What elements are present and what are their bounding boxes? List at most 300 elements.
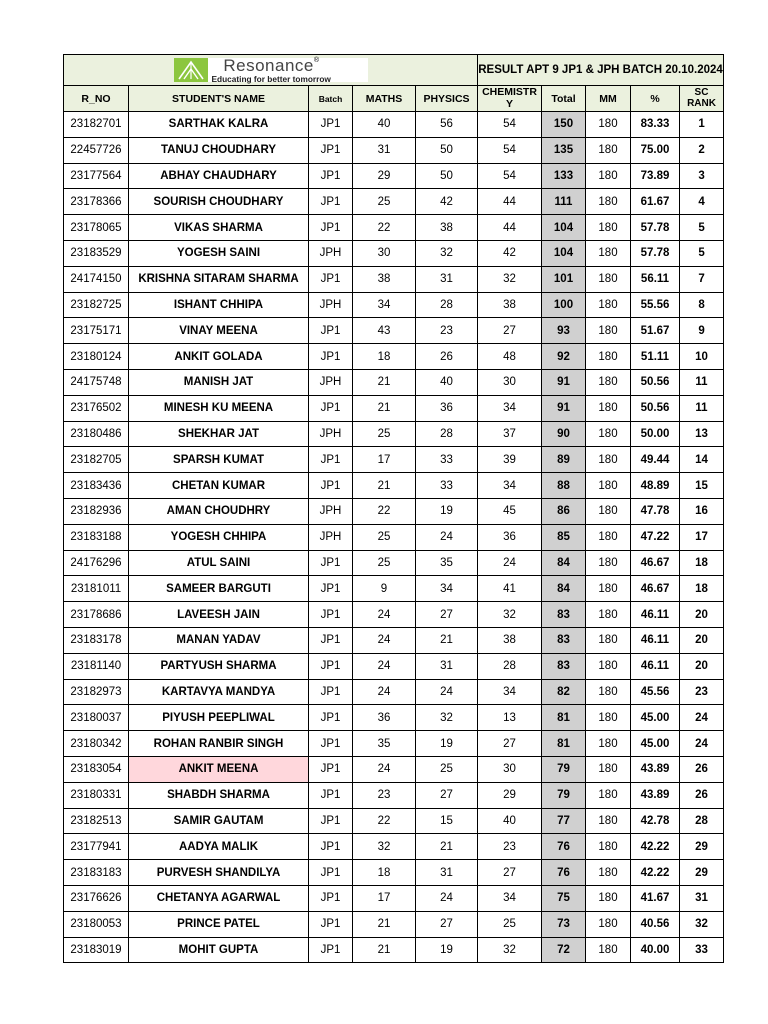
cell-pct: 47.22 [631,524,680,550]
cell-rno: 23176502 [64,395,129,421]
cell-rank: 29 [680,860,724,886]
cell-rno: 23182513 [64,808,129,834]
cell-maths: 31 [353,137,416,163]
table-row [64,550,724,576]
cell-maths: 9 [353,576,416,602]
cell-maths: 21 [353,369,416,395]
cell-batch: JP1 [309,782,353,808]
cell-student-name: MANAN YADAV [129,627,309,653]
cell-chemistry: 34 [478,473,542,499]
cell-chemistry: 48 [478,344,542,370]
cell-batch: JPH [309,369,353,395]
cell-rank: 24 [680,731,724,757]
cell-rank: 9 [680,318,724,344]
cell-student-name: KARTAVYA MANDYA [129,679,309,705]
cell-mm: 180 [586,369,631,395]
cell-rno: 23183019 [64,937,129,963]
cell-total: 73 [542,911,586,937]
cell-physics: 19 [416,498,478,524]
cell-pct: 50.56 [631,369,680,395]
cell-total: 86 [542,498,586,524]
cell-pct: 47.78 [631,498,680,524]
cell-chemistry: 13 [478,705,542,731]
cell-rno: 23175171 [64,318,129,344]
cell-batch: JP1 [309,602,353,628]
cell-student-name: SHABDH SHARMA [129,782,309,808]
cell-mm: 180 [586,756,631,782]
cell-total: 104 [542,215,586,241]
table-row [64,395,724,421]
cell-pct: 50.56 [631,395,680,421]
cell-rno: 23177941 [64,834,129,860]
cell-pct: 43.89 [631,756,680,782]
cell-rno: 24176296 [64,550,129,576]
cell-rank: 20 [680,602,724,628]
table-row [64,679,724,705]
cell-rno: 22457726 [64,137,129,163]
cell-physics: 32 [416,240,478,266]
cell-maths: 25 [353,550,416,576]
cell-physics: 35 [416,550,478,576]
table-row [64,782,724,808]
cell-mm: 180 [586,731,631,757]
cell-pct: 83.33 [631,112,680,138]
cell-maths: 22 [353,498,416,524]
cell-batch: JP1 [309,576,353,602]
cell-total: 93 [542,318,586,344]
cell-rno: 23180124 [64,344,129,370]
cell-batch: JP1 [309,860,353,886]
cell-maths: 40 [353,112,416,138]
cell-chemistry: 36 [478,524,542,550]
cell-total: 81 [542,731,586,757]
cell-physics: 31 [416,860,478,886]
col-header-maths: MATHS [353,86,416,112]
table-row [64,240,724,266]
cell-student-name: MINESH KU MEENA [129,395,309,421]
cell-mm: 180 [586,215,631,241]
cell-chemistry: 45 [478,498,542,524]
cell-pct: 42.22 [631,834,680,860]
cell-student-name: SOURISH CHOUDHARY [129,189,309,215]
cell-rank: 8 [680,292,724,318]
cell-chemistry: 38 [478,292,542,318]
cell-student-name: ANKIT MEENA [129,756,309,782]
result-table [63,54,724,963]
cell-total: 135 [542,137,586,163]
cell-rank: 32 [680,911,724,937]
cell-rno: 23182936 [64,498,129,524]
cell-maths: 24 [353,627,416,653]
cell-chemistry: 24 [478,550,542,576]
cell-maths: 29 [353,163,416,189]
cell-chemistry: 38 [478,627,542,653]
cell-batch: JP1 [309,318,353,344]
cell-physics: 23 [416,318,478,344]
logo-cell [64,55,478,86]
cell-physics: 21 [416,627,478,653]
table-row [64,756,724,782]
table-row [64,911,724,937]
cell-total: 82 [542,679,586,705]
cell-maths: 21 [353,473,416,499]
cell-rno: 23183054 [64,756,129,782]
cell-mm: 180 [586,705,631,731]
cell-rno: 23181140 [64,653,129,679]
cell-maths: 34 [353,292,416,318]
table-row [64,473,724,499]
table-row [64,576,724,602]
col-header-batch: Batch [309,86,353,112]
cell-rank: 24 [680,705,724,731]
cell-total: 72 [542,937,586,963]
cell-physics: 19 [416,937,478,963]
cell-rank: 33 [680,937,724,963]
cell-rno: 23183183 [64,860,129,886]
cell-rno: 23182701 [64,112,129,138]
cell-mm: 180 [586,266,631,292]
cell-rno: 23182725 [64,292,129,318]
cell-batch: JP1 [309,627,353,653]
cell-total: 84 [542,576,586,602]
cell-physics: 24 [416,679,478,705]
col-header-physics: PHYSICS [416,86,478,112]
cell-student-name: ATUL SAINI [129,550,309,576]
cell-maths: 24 [353,756,416,782]
cell-physics: 50 [416,137,478,163]
cell-total: 84 [542,550,586,576]
cell-chemistry: 44 [478,215,542,241]
table-row [64,266,724,292]
cell-rank: 31 [680,885,724,911]
cell-student-name: ROHAN RANBIR SINGH [129,731,309,757]
cell-mm: 180 [586,163,631,189]
cell-rno: 24174150 [64,266,129,292]
cell-chemistry: 25 [478,911,542,937]
table-row [64,653,724,679]
cell-pct: 40.56 [631,911,680,937]
cell-total: 76 [542,860,586,886]
cell-physics: 42 [416,189,478,215]
col-header-total: Total [542,86,586,112]
cell-student-name: PARTYUSH SHARMA [129,653,309,679]
cell-pct: 45.00 [631,731,680,757]
table-row [64,421,724,447]
cell-rank: 15 [680,473,724,499]
cell-chemistry: 32 [478,266,542,292]
cell-batch: JP1 [309,137,353,163]
cell-rank: 26 [680,756,724,782]
cell-chemistry: 32 [478,937,542,963]
cell-mm: 180 [586,885,631,911]
cell-total: 79 [542,782,586,808]
cell-maths: 25 [353,189,416,215]
cell-maths: 30 [353,240,416,266]
cell-pct: 61.67 [631,189,680,215]
table-row [64,447,724,473]
cell-pct: 57.78 [631,215,680,241]
cell-rno: 23180331 [64,782,129,808]
cell-rno: 23176626 [64,885,129,911]
col-header-name: STUDENT'S NAME [129,86,309,112]
cell-rank: 4 [680,189,724,215]
cell-student-name: AADYA MALIK [129,834,309,860]
cell-batch: JP1 [309,834,353,860]
cell-pct: 41.67 [631,885,680,911]
cell-batch: JP1 [309,473,353,499]
cell-mm: 180 [586,524,631,550]
cell-batch: JP1 [309,550,353,576]
cell-batch: JP1 [309,395,353,421]
cell-total: 91 [542,395,586,421]
cell-mm: 180 [586,395,631,421]
cell-total: 88 [542,473,586,499]
cell-batch: JPH [309,240,353,266]
cell-batch: JP1 [309,679,353,705]
cell-physics: 31 [416,266,478,292]
cell-batch: JPH [309,524,353,550]
cell-maths: 25 [353,524,416,550]
cell-student-name: LAVEESH JAIN [129,602,309,628]
cell-physics: 27 [416,782,478,808]
cell-mm: 180 [586,421,631,447]
table-row [64,834,724,860]
cell-maths: 18 [353,344,416,370]
cell-batch: JPH [309,421,353,447]
cell-student-name: AMAN CHOUDHRY [129,498,309,524]
cell-rank: 28 [680,808,724,834]
col-header-rno: R_NO [64,86,129,112]
cell-total: 81 [542,705,586,731]
cell-mm: 180 [586,292,631,318]
table-row [64,112,724,138]
cell-chemistry: 54 [478,112,542,138]
cell-pct: 46.11 [631,653,680,679]
cell-rank: 23 [680,679,724,705]
cell-pct: 45.56 [631,679,680,705]
cell-student-name: KRISHNA SITARAM SHARMA [129,266,309,292]
cell-total: 77 [542,808,586,834]
cell-physics: 24 [416,524,478,550]
cell-rno: 23180342 [64,731,129,757]
table-row [64,705,724,731]
cell-maths: 21 [353,937,416,963]
cell-batch: JP1 [309,705,353,731]
cell-student-name: ISHANT CHHIPA [129,292,309,318]
cell-batch: JP1 [309,653,353,679]
cell-mm: 180 [586,679,631,705]
cell-pct: 46.67 [631,550,680,576]
cell-chemistry: 32 [478,602,542,628]
cell-batch: JP1 [309,756,353,782]
cell-rank: 16 [680,498,724,524]
col-header-chemistry: CHEMISTR Y [478,86,542,112]
cell-mm: 180 [586,860,631,886]
cell-pct: 73.89 [631,163,680,189]
cell-pct: 57.78 [631,240,680,266]
cell-total: 104 [542,240,586,266]
cell-pct: 46.67 [631,576,680,602]
cell-pct: 42.22 [631,860,680,886]
cell-rno: 23182705 [64,447,129,473]
cell-rank: 5 [680,240,724,266]
cell-batch: JP1 [309,163,353,189]
cell-mm: 180 [586,498,631,524]
cell-rank: 3 [680,163,724,189]
cell-maths: 17 [353,447,416,473]
cell-total: 83 [542,653,586,679]
cell-chemistry: 54 [478,137,542,163]
cell-pct: 46.11 [631,627,680,653]
cell-mm: 180 [586,937,631,963]
cell-batch: JP1 [309,731,353,757]
cell-rno: 23183178 [64,627,129,653]
cell-physics: 24 [416,885,478,911]
cell-total: 76 [542,834,586,860]
cell-rno: 23178366 [64,189,129,215]
table-row [64,937,724,963]
cell-rank: 18 [680,576,724,602]
cell-chemistry: 30 [478,369,542,395]
cell-rno: 23180486 [64,421,129,447]
table-row [64,808,724,834]
cell-mm: 180 [586,834,631,860]
cell-batch: JP1 [309,447,353,473]
cell-chemistry: 27 [478,731,542,757]
cell-maths: 23 [353,782,416,808]
cell-pct: 51.11 [631,344,680,370]
cell-total: 90 [542,421,586,447]
brand-name: Resonance [223,55,314,75]
cell-mm: 180 [586,602,631,628]
cell-physics: 36 [416,395,478,421]
table-row [64,602,724,628]
cell-maths: 36 [353,705,416,731]
cell-student-name: YOGESH SAINI [129,240,309,266]
cell-pct: 55.56 [631,292,680,318]
cell-batch: JP1 [309,885,353,911]
cell-mm: 180 [586,240,631,266]
cell-rank: 10 [680,344,724,370]
cell-mm: 180 [586,653,631,679]
cell-physics: 40 [416,369,478,395]
cell-mm: 180 [586,112,631,138]
cell-total: 150 [542,112,586,138]
cell-total: 133 [542,163,586,189]
cell-pct: 75.00 [631,137,680,163]
table-row [64,292,724,318]
cell-maths: 21 [353,395,416,421]
cell-physics: 32 [416,705,478,731]
col-header-rank: SC RANK [680,86,724,112]
cell-total: 91 [542,369,586,395]
cell-mm: 180 [586,627,631,653]
cell-rank: 11 [680,369,724,395]
cell-chemistry: 34 [478,395,542,421]
cell-batch: JP1 [309,344,353,370]
cell-physics: 56 [416,112,478,138]
table-row [64,498,724,524]
cell-maths: 24 [353,679,416,705]
cell-physics: 28 [416,421,478,447]
cell-maths: 43 [353,318,416,344]
cell-total: 83 [542,627,586,653]
cell-student-name: CHETAN KUMAR [129,473,309,499]
cell-rno: 23180037 [64,705,129,731]
cell-maths: 24 [353,653,416,679]
cell-chemistry: 34 [478,679,542,705]
cell-mm: 180 [586,318,631,344]
column-header-row [64,86,724,112]
cell-student-name: SAMEER BARGUTI [129,576,309,602]
table-row [64,369,724,395]
cell-batch: JP1 [309,911,353,937]
result-title: RESULT APT 9 JP1 & JPH BATCH 20.10.2024 [478,55,724,86]
cell-total: 79 [542,756,586,782]
cell-rno: 23183529 [64,240,129,266]
cell-mm: 180 [586,808,631,834]
table-row [64,344,724,370]
cell-mm: 180 [586,550,631,576]
resonance-logo [174,55,368,85]
cell-student-name: YOGESH CHHIPA [129,524,309,550]
cell-mm: 180 [586,911,631,937]
cell-physics: 34 [416,576,478,602]
cell-pct: 46.11 [631,602,680,628]
cell-physics: 33 [416,447,478,473]
cell-batch: JP1 [309,112,353,138]
cell-student-name: SHEKHAR JAT [129,421,309,447]
cell-batch: JP1 [309,937,353,963]
cell-maths: 25 [353,421,416,447]
cell-student-name: ANKIT GOLADA [129,344,309,370]
cell-rank: 26 [680,782,724,808]
cell-chemistry: 28 [478,653,542,679]
cell-rank: 2 [680,137,724,163]
cell-pct: 43.89 [631,782,680,808]
cell-mm: 180 [586,576,631,602]
cell-batch: JP1 [309,189,353,215]
cell-rno: 23183436 [64,473,129,499]
col-header-pct: % [631,86,680,112]
cell-chemistry: 44 [478,189,542,215]
table-row [64,860,724,886]
cell-maths: 18 [353,860,416,886]
cell-rank: 11 [680,395,724,421]
cell-mm: 180 [586,782,631,808]
col-header-mm: MM [586,86,631,112]
cell-total: 100 [542,292,586,318]
cell-pct: 56.11 [631,266,680,292]
cell-student-name: SARTHAK KALRA [129,112,309,138]
cell-maths: 21 [353,911,416,937]
table-row [64,137,724,163]
table-row [64,731,724,757]
table-row [64,885,724,911]
cell-rank: 17 [680,524,724,550]
cell-physics: 26 [416,344,478,370]
cell-mm: 180 [586,473,631,499]
cell-student-name: VINAY MEENA [129,318,309,344]
cell-maths: 22 [353,808,416,834]
cell-mm: 180 [586,189,631,215]
cell-physics: 25 [416,756,478,782]
cell-student-name: MANISH JAT [129,369,309,395]
cell-maths: 24 [353,602,416,628]
cell-rno: 23180053 [64,911,129,937]
cell-mm: 180 [586,447,631,473]
cell-pct: 42.78 [631,808,680,834]
